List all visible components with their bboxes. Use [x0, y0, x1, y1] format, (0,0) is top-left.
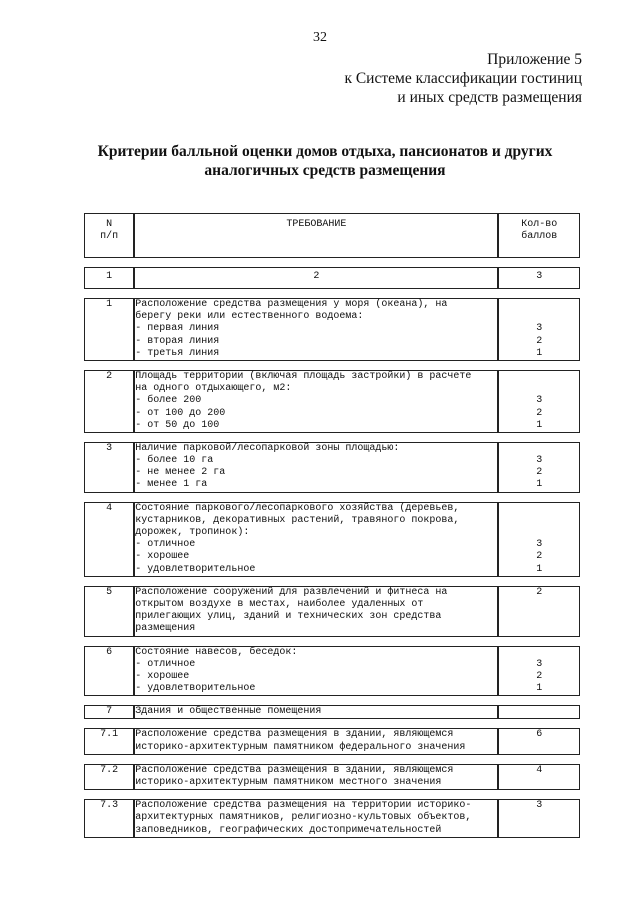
- points-value: 1: [536, 479, 543, 491]
- row-number: 6: [84, 646, 134, 697]
- points-value: 2: [536, 551, 543, 563]
- requirement-line: - от 50 до 100: [135, 419, 220, 431]
- criteria-table: [84, 213, 580, 838]
- column-index-cell: 2: [134, 267, 498, 289]
- points-value: [499, 299, 579, 311]
- table-row: [84, 705, 580, 719]
- points-value: [499, 647, 579, 659]
- points-value: [499, 443, 579, 455]
- requirement-line: заповедников, географических достопримечательностей: [135, 824, 442, 836]
- row-spacer: [84, 493, 580, 502]
- points-value: 3: [536, 539, 543, 551]
- row-number: 5: [84, 586, 134, 637]
- table-row: [84, 442, 580, 493]
- row-spacer: [84, 719, 580, 728]
- points-value: 6: [536, 729, 543, 741]
- row-spacer: [84, 289, 580, 298]
- points-cell: [498, 442, 580, 493]
- points-value: 1: [536, 563, 543, 575]
- requirement-cell: [134, 442, 498, 493]
- requirement-line: - третья линия: [135, 347, 220, 359]
- points-value: 2: [536, 407, 543, 419]
- title-line: Критерии балльной оценки домов отдыха, пансионатов и других: [97, 143, 553, 160]
- table-row: [84, 298, 580, 361]
- points-cell: [498, 799, 580, 838]
- requirement-cell: [134, 502, 498, 577]
- row-number: 7.2: [84, 764, 134, 790]
- points-value: [499, 311, 579, 323]
- document-title: [80, 142, 570, 180]
- requirement-cell: [134, 728, 498, 754]
- points-value: 3: [536, 800, 543, 812]
- requirement-line: Расположение сооружений для развлечений и фитнеса на: [135, 586, 448, 598]
- requirement-line: Здания и общественные помещения: [135, 706, 322, 718]
- requirement-line: Расположение средства размещения у моря (океана), на: [135, 299, 448, 310]
- row-spacer: [84, 696, 580, 705]
- row-spacer: [84, 577, 580, 586]
- appendix-line: к Системе классификации гостиниц: [344, 70, 582, 87]
- requirement-line: - удовлетворительное: [135, 563, 256, 575]
- points-value: 3: [536, 395, 543, 407]
- row-spacer: [84, 433, 580, 442]
- table-row: [84, 764, 580, 790]
- requirement-line: на одного отдыхающего, м2:: [135, 383, 292, 395]
- requirement-line: - хорошее: [135, 670, 190, 682]
- requirement-line: - не менее 2 га: [135, 467, 226, 479]
- points-cell: [498, 586, 580, 637]
- row-number: 2: [84, 370, 134, 433]
- points-value: 3: [536, 658, 543, 670]
- appendix-caption: [344, 50, 582, 107]
- column-index-cell: 3: [498, 267, 580, 289]
- points-value: 2: [536, 467, 543, 479]
- requirement-cell: [134, 646, 498, 697]
- requirement-cell: [134, 764, 498, 790]
- appendix-line: Приложение 5: [487, 51, 582, 68]
- requirement-line: - первая линия: [135, 323, 220, 335]
- requirement-line: историко-архитектурным памятником федерального значения: [135, 741, 466, 753]
- appendix-line: и иных средств размещения: [397, 89, 582, 106]
- table-row: [84, 646, 580, 697]
- requirement-line: - хорошее: [135, 551, 190, 563]
- row-number: 7.3: [84, 799, 134, 838]
- criteria-table-body: [84, 213, 580, 838]
- points-value: 1: [536, 419, 543, 431]
- row-number: 7.1: [84, 728, 134, 754]
- requirement-cell: [134, 586, 498, 637]
- column-index-row: [84, 267, 580, 289]
- header-number-label: п/п: [100, 231, 119, 243]
- points-value: [499, 515, 579, 527]
- header-points-label: баллов: [521, 231, 558, 243]
- column-index-cell: 1: [84, 267, 134, 289]
- requirement-line: - отличное: [135, 539, 196, 551]
- requirement-line: Площадь территории (включая площадь застройки) в расчете: [135, 370, 472, 382]
- header-points-label: Кол-во: [521, 219, 558, 230]
- requirement-line: размещения: [135, 623, 196, 635]
- requirement-line: дорожек, тропинок):: [135, 527, 250, 538]
- points-value: 2: [536, 335, 543, 347]
- header-points-cell: [498, 213, 580, 258]
- row-number: 7: [84, 705, 134, 719]
- points-cell: [498, 646, 580, 697]
- points-value: 2: [536, 586, 543, 598]
- title-line: аналогичных средств размещения: [204, 162, 446, 179]
- requirement-cell: [134, 298, 498, 361]
- row-spacer: [84, 258, 580, 267]
- page-number: 32: [313, 30, 327, 45]
- table-row: [84, 502, 580, 577]
- requirement-line: Расположение средства размещения в здании, являющемся: [135, 729, 454, 741]
- points-cell: [498, 764, 580, 790]
- points-value: [499, 503, 579, 515]
- points-value: 1: [536, 347, 543, 359]
- row-spacer: [84, 637, 580, 646]
- points-cell: [498, 705, 580, 719]
- points-value: [499, 371, 579, 383]
- requirement-line: историко-архитектурным памятником местного значения: [135, 777, 442, 789]
- requirement-line: - удовлетворительное: [135, 683, 256, 695]
- points-value: 1: [536, 683, 543, 695]
- points-value: 3: [536, 455, 543, 467]
- points-cell: [498, 370, 580, 433]
- points-value: [499, 527, 579, 539]
- row-spacer: [84, 755, 580, 764]
- requirement-line: открытом воздухе в местах, наиболее удаленных от: [135, 598, 424, 610]
- requirement-cell: [134, 799, 498, 838]
- table-row: [84, 586, 580, 637]
- row-spacer: [84, 790, 580, 799]
- requirement-line: кустарников, декоративных растений, травяного покрова,: [135, 514, 460, 526]
- requirement-line: Состояние навесов, беседок:: [135, 646, 298, 658]
- header-number-label: N: [106, 219, 113, 230]
- header-requirement-cell: [134, 213, 498, 258]
- points-value: [499, 383, 579, 395]
- points-cell: [498, 502, 580, 577]
- points-value: 3: [536, 323, 543, 335]
- requirement-cell: [134, 370, 498, 433]
- points-cell: [498, 728, 580, 754]
- requirement-line: Состояние паркового/лесопаркового хозяйства (деревьев,: [135, 502, 460, 514]
- header-requirement-label: ТРЕБОВАНИЕ: [286, 219, 347, 230]
- requirement-line: - более 10 га: [135, 455, 214, 467]
- requirement-line: берегу реки или естественного водоема:: [135, 311, 364, 323]
- row-number: 4: [84, 502, 134, 577]
- requirement-line: - вторая линия: [135, 335, 220, 347]
- table-row: [84, 728, 580, 754]
- points-value: 4: [536, 764, 543, 776]
- row-number: 1: [84, 298, 134, 361]
- requirement-line: архитектурных памятников, религиозно-культовых объектов,: [135, 812, 472, 824]
- table-row: [84, 370, 580, 433]
- requirement-line: - от 100 до 200: [135, 407, 226, 419]
- table-row: [84, 799, 580, 838]
- points-cell: [498, 298, 580, 361]
- requirement-line: - менее 1 га: [135, 479, 208, 491]
- row-number: 3: [84, 442, 134, 493]
- requirement-line: - отличное: [135, 658, 196, 670]
- requirement-line: - более 200: [135, 395, 202, 407]
- table-header-row: [84, 213, 580, 258]
- requirement-line: Расположение средства размещения на территории историко-: [135, 800, 472, 812]
- header-number-cell: [84, 213, 134, 258]
- row-spacer: [84, 361, 580, 370]
- requirement-line: Расположение средства размещения в здании, являющемся: [135, 764, 454, 776]
- requirement-line: Наличие парковой/лесопарковой зоны площадью:: [135, 442, 400, 454]
- requirement-cell: [134, 705, 498, 719]
- requirement-line: прилегающих улиц, зданий и технических зон средства: [135, 611, 442, 623]
- points-value: 2: [536, 670, 543, 682]
- points-value: [499, 706, 579, 718]
